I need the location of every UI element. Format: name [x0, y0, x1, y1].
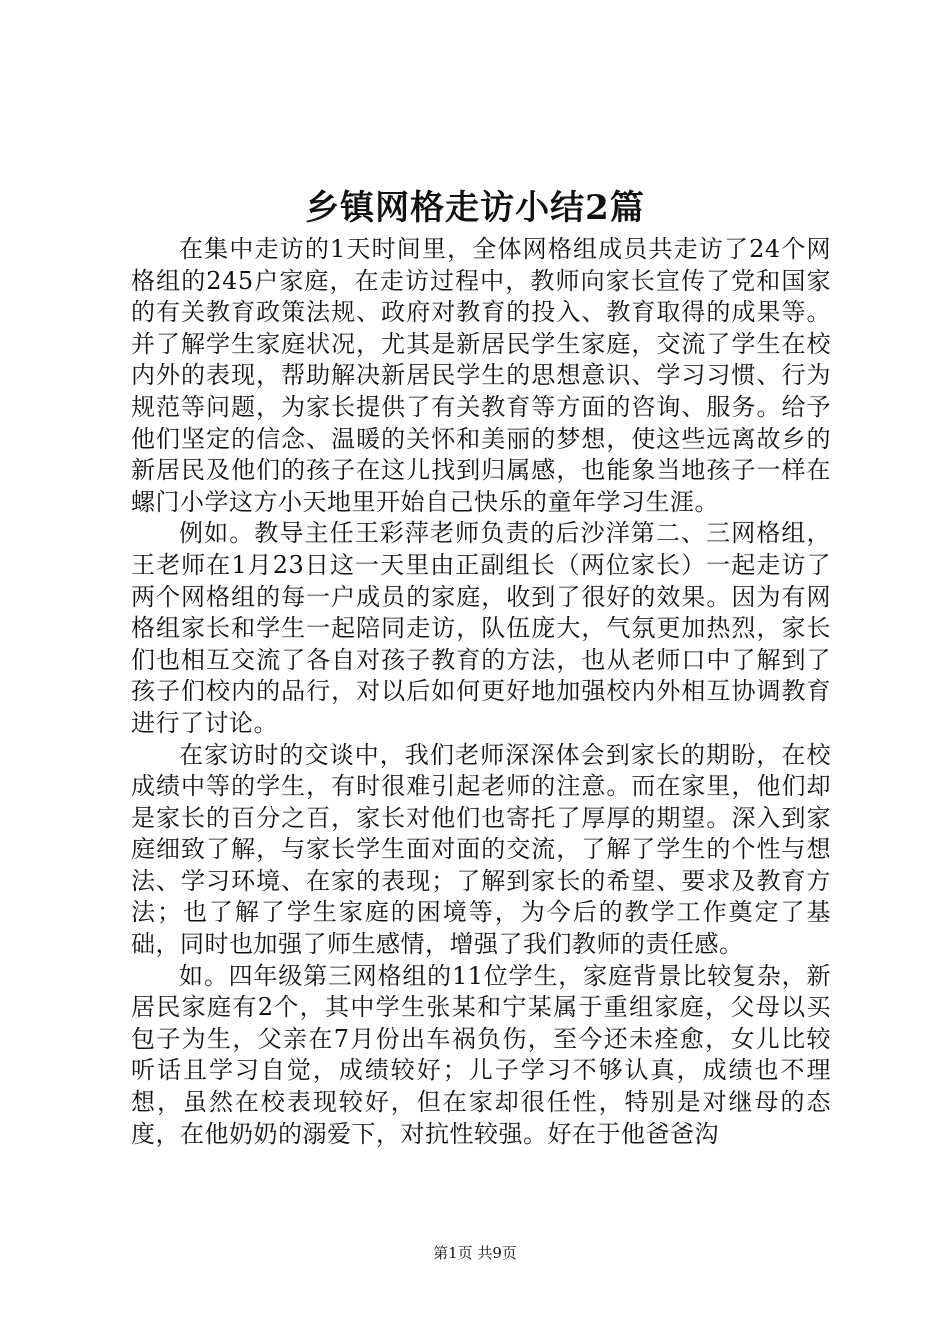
- paragraph-1: 在集中走访的1天时间里，全体网格组成员共走访了24个网格组的245户家庭，在走访过程中，教师向家长宣传了党和国家的有关教育政策法规、政府对教育的投入、教育取得的成果等。并了解学生家庭状况，尤其是新居民学生家庭，交流了学生在校内外的表现，帮助解决新居民学生的思想意识、学习习惯、行为规范等问题，为家长提供了有关教育等方面的咨询、服务。给予他们坚定的信念、温暖的关怀和美丽的梦想，使这些远离故乡的新居民及他们的孩子在这儿找到归属感，也能象当地孩子一样在螺门小学这方小天地里开始自己快乐的童年学习生涯。: [131, 235, 831, 516]
- paragraph-2: 例如。教导主任王彩萍老师负责的后沙洋第二、三网格组，王老师在1月23日这一天里由正副组长（两位家长）一起走访了两个网格组的每一户成员的家庭，收到了很好的效果。因为有网格组家长和学生一起陪同走访，队伍庞大，气氛更加热烈，家长们也相互交流了各自对孩子教育的方法，也从老师口中了解到了孩子们校内的品行，对以后如何更好地加强校内外相互协调教育进行了讨论。: [131, 519, 831, 737]
- document-title: 乡镇网格走访小结2篇: [305, 188, 645, 228]
- page-footer: 第1页 共9页: [433, 1244, 517, 1262]
- paragraph-4: 如。四年级第三网格组的11位学生，家庭背景比较复杂，新居民家庭有2个，其中学生张某和宁某属于重组家庭，父母以买包子为生，父亲在7月份出车祸负伤，至今还未痊愈，女儿比较听话且学习自觉，成绩较好；儿子学习不够认真，成绩也不理想，虽然在校表现较好，但在家却很任性，特别是对继母的态度，在他奶奶的溺爱下，对抗性较强。好在于他爸爸沟: [131, 961, 831, 1148]
- paragraph-3: 在家访时的交谈中，我们老师深深体会到家长的期盼，在校成绩中等的学生，有时很难引起老师的注意。而在家里，他们却是家长的百分之百，家长对他们也寄托了厚厚的期望。深入到家庭细致了解，与家长学生面对面的交流，了解了学生的个性与想法、学习环境、在家的表现；了解到家长的希望、要求及教育方法；也了解了学生家庭的困境等，为今后的教学工作奠定了基础，同时也加强了师生感情，增强了我们教师的责任感。: [131, 740, 831, 959]
- document-body: [131, 234, 831, 1150]
